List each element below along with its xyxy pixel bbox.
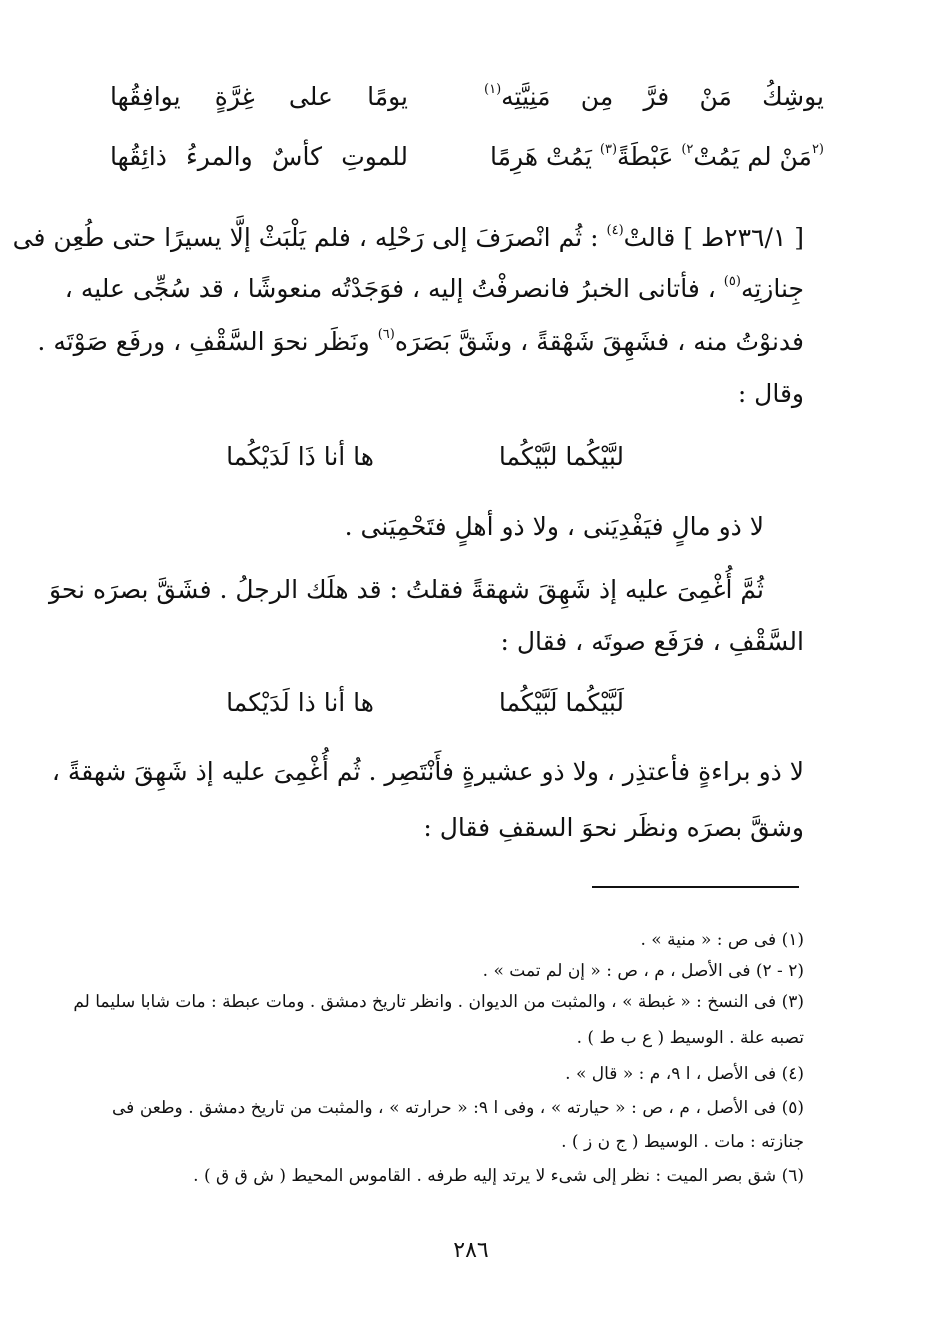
margin-page-ref: [ ٢٣٦/١ط ] [683,223,804,252]
text: لا ذو براءةٍ فأعتذِر ، ولا ذو عشيرةٍ فأَنْتَصِر . ثُم أُغْمِىَ عليه إذ شَهِقَ شهقةً ، [51,757,804,786]
footnote-text: (٣) فى النسخ : « غبطة » ، والمثبت من الديوان . وانظر تاريخ دمشق . ومات عبطة : مات شابا سليما لم [73,992,804,1012]
footnote-6 [112,1161,804,1191]
footnote-text: (٢ - ٢) فى الأصل ، م ، ص : « إن لم تمت » . [482,961,804,981]
verse-text: عَبْطَةً [617,142,674,171]
footnote-text: تصبه علة . الوسيط ( ع ب ط ) . [576,1028,804,1048]
text: ونَظَر نحوَ السَّقْفِ ، ورفَع صَوْتَه . [37,327,370,356]
verse-text: ها أنا ذَا لَدَيْكُما [226,442,374,471]
text: قالتْ [623,223,676,252]
footnote-5 [112,1093,804,1123]
verse3-second-hemistich [174,683,374,723]
footnote-text: (٦) شق بصر الميت : نظر إلى شىء لا يرتد إليه طرفه . القاموس المحيط ( ش ق ق ) . [193,1166,804,1186]
footnote-ref: ٢) [681,142,694,157]
para4-line2 [304,808,804,848]
verse-text: لَبَّيْكُما لَبَّيْكُما [498,688,624,717]
verse3-first-hemistich [424,683,624,723]
footnote-3-cont [112,1023,804,1053]
footnote-ref: (١) [484,82,502,97]
footnote-5-cont [112,1127,804,1157]
verse-text: يوشِكُ مَنْ فرَّ مِن مَنِيَّتِه [501,82,824,111]
text: فدنوْتُ منه ، فشَهِقَ شَهْقةً ، وشَقَّ بَصَرَه [394,327,804,356]
text: وشقَّ بصرَه ونظَر نحوَ السقفِ فقال : [423,813,804,842]
footnote-ref: (٣) [599,142,618,157]
para1-line4 [504,374,804,414]
para3-line2 [304,622,804,662]
poem1-verse1-first-hemistich [484,77,824,117]
verse-text: للموتِ كأسٌ والمرءُ ذائِقُها [110,142,408,171]
para1-line1 [12,218,804,258]
text: : ثُم انْصرَفَ إلى رَحْلِه ، فلم يَلْبَثْ إلَّا يسيرًا حتى طُعِن فى [12,223,599,252]
footnote-ref: (٤) [606,223,624,238]
footnote-ref: (٦) [377,327,395,342]
footnote-text: (١) فى ص : « منية » . [640,930,804,950]
para4-line1 [51,752,804,792]
page-number: ٢٨٦ [453,1238,489,1263]
footnote-ref: (٥) [723,274,741,289]
poem1-verse2-second-hemistich [110,137,408,177]
text: لا ذو مالٍ فيَفْدِيَنى ، ولا ذو أهلٍ فتَحْمِيَنى . [344,512,764,541]
verse-text: يومًا على غِرَّةٍ يوافِقُها [110,82,408,111]
text: جِنازتِه [740,274,804,303]
footnote-text: (٤) فى الأصل ، ا ٩، م : « قال » . [565,1064,804,1084]
para2-line1 [164,507,764,547]
poem1-verse1-second-hemistich [110,77,408,117]
para3-line1 [48,570,764,610]
text: السَّقْفِ ، فرَفَع صوتَه ، فقال : [500,627,804,656]
footnote-text: جنازته : مات . الوسيط ( ج ن ز ) . [561,1132,804,1152]
verse-text: يَمُتْ هَرِمًا [490,142,592,171]
verse-text: ها أنا ذا لَدَيْكما [226,688,374,717]
footnote-text: (٥) فى الأصل ، م ، ص : « حيارته » ، وفى ا ٩: « حرارته » ، والمثبت من تاريخ دمشق . وطعن فى [112,1098,804,1118]
footnote-ref: (٢ [811,142,824,157]
footnote-1 [112,925,804,955]
para1-line3 [37,322,804,362]
footnote-2 [112,956,804,986]
verse2-first-hemistich [424,437,624,477]
text: ثُمَّ أُغْمِىَ عليه إذ شَهِقَ شهقةً فقلتُ : قد هلَك الرجلُ . فشَقَّ بصرَه نحوَ [48,575,764,604]
verse-text: لبَّيْكُما لبَّيْكُما [498,442,624,471]
verse-text: مَنْ لم يَمُتْ [693,142,812,171]
footnote-separator [592,886,799,888]
poem1-verse2-first-hemistich [424,137,824,177]
footnote-4 [112,1059,804,1089]
text: وقال : [737,379,804,408]
verse2-second-hemistich [174,437,374,477]
para1-line2 [64,269,804,309]
text: ، فأتانى الخبرُ فانصرفْتُ إليه ، فوَجَدْتُه منعوشًا ، قد سُجِّى عليه ، [64,274,716,303]
footnote-3 [73,987,804,1017]
